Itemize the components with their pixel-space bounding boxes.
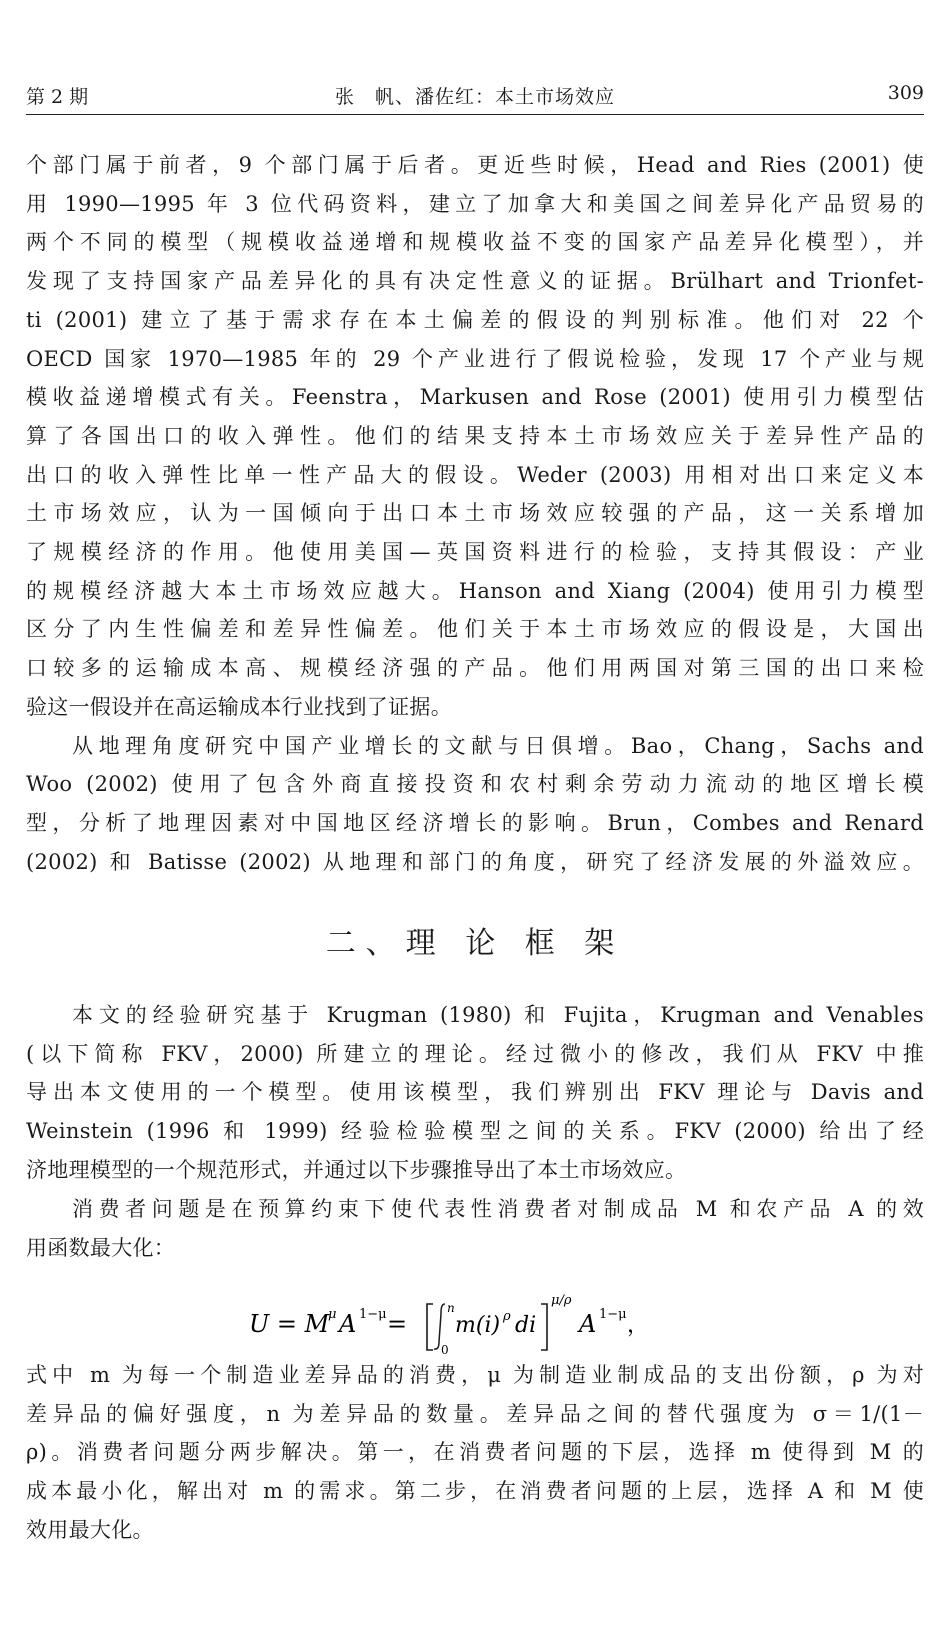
text-line: OECD 国家 1970—1985 年的 29 个产业进行了假说检验，发现 17 个产业与规 <box>26 346 924 371</box>
eq-di: di <box>515 1313 537 1338</box>
eq-lhs: U = M <box>249 1310 330 1338</box>
paragraph-consumer-problem <box>26 1190 924 1267</box>
integral-upper-limit: n <box>447 1301 455 1315</box>
text-line: 个部门属于前者，9 个部门属于后者。更近些时候，Head and Ries (2001) 使 <box>26 153 924 177</box>
eq-a: A <box>339 1310 357 1338</box>
text-line: 差异品的偏好强度，n 为差异品的数量。差异品之间的替代强度为 σ＝1/(1－ <box>26 1401 924 1426</box>
text-line: ti (2001) 建立了基于需求存在本土偏差的假设的判别标准。他们对 22 个 <box>26 307 924 332</box>
text-line: (2002) 和 Batisse (2002) 从地理和部门的角度，研究了经济发展的外溢效应。 <box>26 849 924 874</box>
paragraph-variable-definitions <box>26 1356 924 1550</box>
issue-number: 第 2 期 <box>26 86 89 108</box>
section-heading: 二、理 论 框 架 <box>325 926 625 961</box>
text-line: 型，分析了地理因素对中国地区经济增长的影响。Brun，Combes and Renard <box>26 810 924 835</box>
eq-a-2: A <box>579 1310 597 1338</box>
text-line: 消费者问题是在预算约束下使代表性消费者对制成品 M 和农产品 A 的效 <box>72 1197 924 1221</box>
running-header <box>26 78 924 115</box>
text-line: 模收益递增模式有关。Feenstra，Markusen and Rose (2001) 使用引力模型估 <box>26 385 924 410</box>
text-line: ρ)。消费者问题分两步解决。第一，在消费者问题的下层，选择 m 使得到 M 的 <box>26 1440 924 1465</box>
paragraph-china-geography <box>26 727 924 882</box>
utility-function-equation <box>0 1290 950 1360</box>
text-line: 从地理角度研究中国产业增长的文献与日俱增。Bao，Chang，Sachs and <box>72 733 924 758</box>
eq-integrand: m(i) <box>455 1313 501 1338</box>
running-title: 张 帆、潘佐红：本土市场效应 <box>334 86 615 108</box>
text-line: 用函数最大化： <box>26 1235 176 1260</box>
text-line: 发现了支持国家产品差异化的具有决定性意义的证据。Brülhart and Trionfet- <box>26 269 924 294</box>
text-line: 了规模经济的作用。他使用美国—英国资料进行的检验，支持其假设：产业 <box>26 540 924 565</box>
eq-comma: ， <box>627 1313 650 1338</box>
eq-mu-exp: μ <box>328 1307 337 1322</box>
text-line: 用 1990—1995 年 3 位代码资料，建立了加拿大和美国之间差异化产品贸易的 <box>26 191 924 216</box>
text-line: Woo (2002) 使用了包含外商直接投资和农村剩余劳动力流动的地区增长模 <box>26 772 924 797</box>
integral-lower-limit: 0 <box>441 1343 449 1357</box>
text-line: 两个不同的模型（规模收益递增和规模收益不变的国家产品差异化模型），并 <box>26 230 924 255</box>
text-line: 式中 m 为每一个制造业差异品的消费，μ 为制造业制成品的支出份额，ρ 为对 <box>26 1363 924 1387</box>
eq-bracket-exp: μ/ρ <box>551 1293 572 1308</box>
eq-one-minus-mu-exp: 1−μ <box>359 1307 387 1322</box>
text-line: Weinstein (1996 和 1999) 经验检验模型之间的关系。FKV (2000) 给出了经 <box>26 1119 924 1144</box>
page-number: 309 <box>887 82 924 104</box>
text-line: 区分了内生性偏差和差异性偏差。他们关于本土市场效应的假设是，大国出 <box>26 617 924 642</box>
text-line: 效用最大化。 <box>26 1517 154 1542</box>
text-line: 算了各国出口的收入弹性。他们的结果支持本土市场效应关于差异性产品的 <box>26 423 924 448</box>
eq-rho-exp: ρ <box>503 1309 511 1324</box>
text-line: 验这一假设并在高运输成本行业找到了证据。 <box>26 694 452 719</box>
text-line: 成本最小化，解出对 m 的需求。第二步，在消费者问题的上层，选择 A 和 M 使 <box>26 1479 924 1504</box>
right-bracket <box>541 1304 547 1350</box>
left-bracket <box>427 1304 433 1350</box>
eq-equals: = <box>387 1310 408 1338</box>
text-line: 的规模经济越大本土市场效应越大。Hanson and Xiang (2004) 使用引力模型 <box>26 578 924 603</box>
eq-one-minus-mu-exp-2: 1−μ <box>599 1307 627 1322</box>
text-line: 口较多的运输成本高、规模经济强的产品。他们用两国对第三国的出口来检 <box>26 656 924 681</box>
paragraph-literature-review <box>26 146 924 727</box>
text-line: 济地理模型的一个规范形式，并通过以下步骤推导出了本土市场效应。 <box>26 1157 687 1182</box>
paragraph-theory-intro <box>26 996 924 1190</box>
text-line: 导出本文使用的一个模型。使用该模型，我们辨别出 FKV 理论与 Davis and <box>26 1080 924 1105</box>
text-line: 本文的经验研究基于 Krugman (1980) 和 Fujita，Krugman and Venables <box>72 1003 924 1027</box>
text-line: 出口的收入弹性比单一性产品大的假设。Weder (2003) 用相对出口来定义本 <box>26 462 924 487</box>
equation-graphic <box>245 1290 705 1360</box>
text-line: 土市场效应，认为一国倾向于出口本土市场效应较强的产品，这一关系增加 <box>26 501 924 526</box>
text-line: (以下简称 FKV，2000) 所建立的理论。经过微小的修改，我们从 FKV 中推 <box>26 1041 924 1066</box>
